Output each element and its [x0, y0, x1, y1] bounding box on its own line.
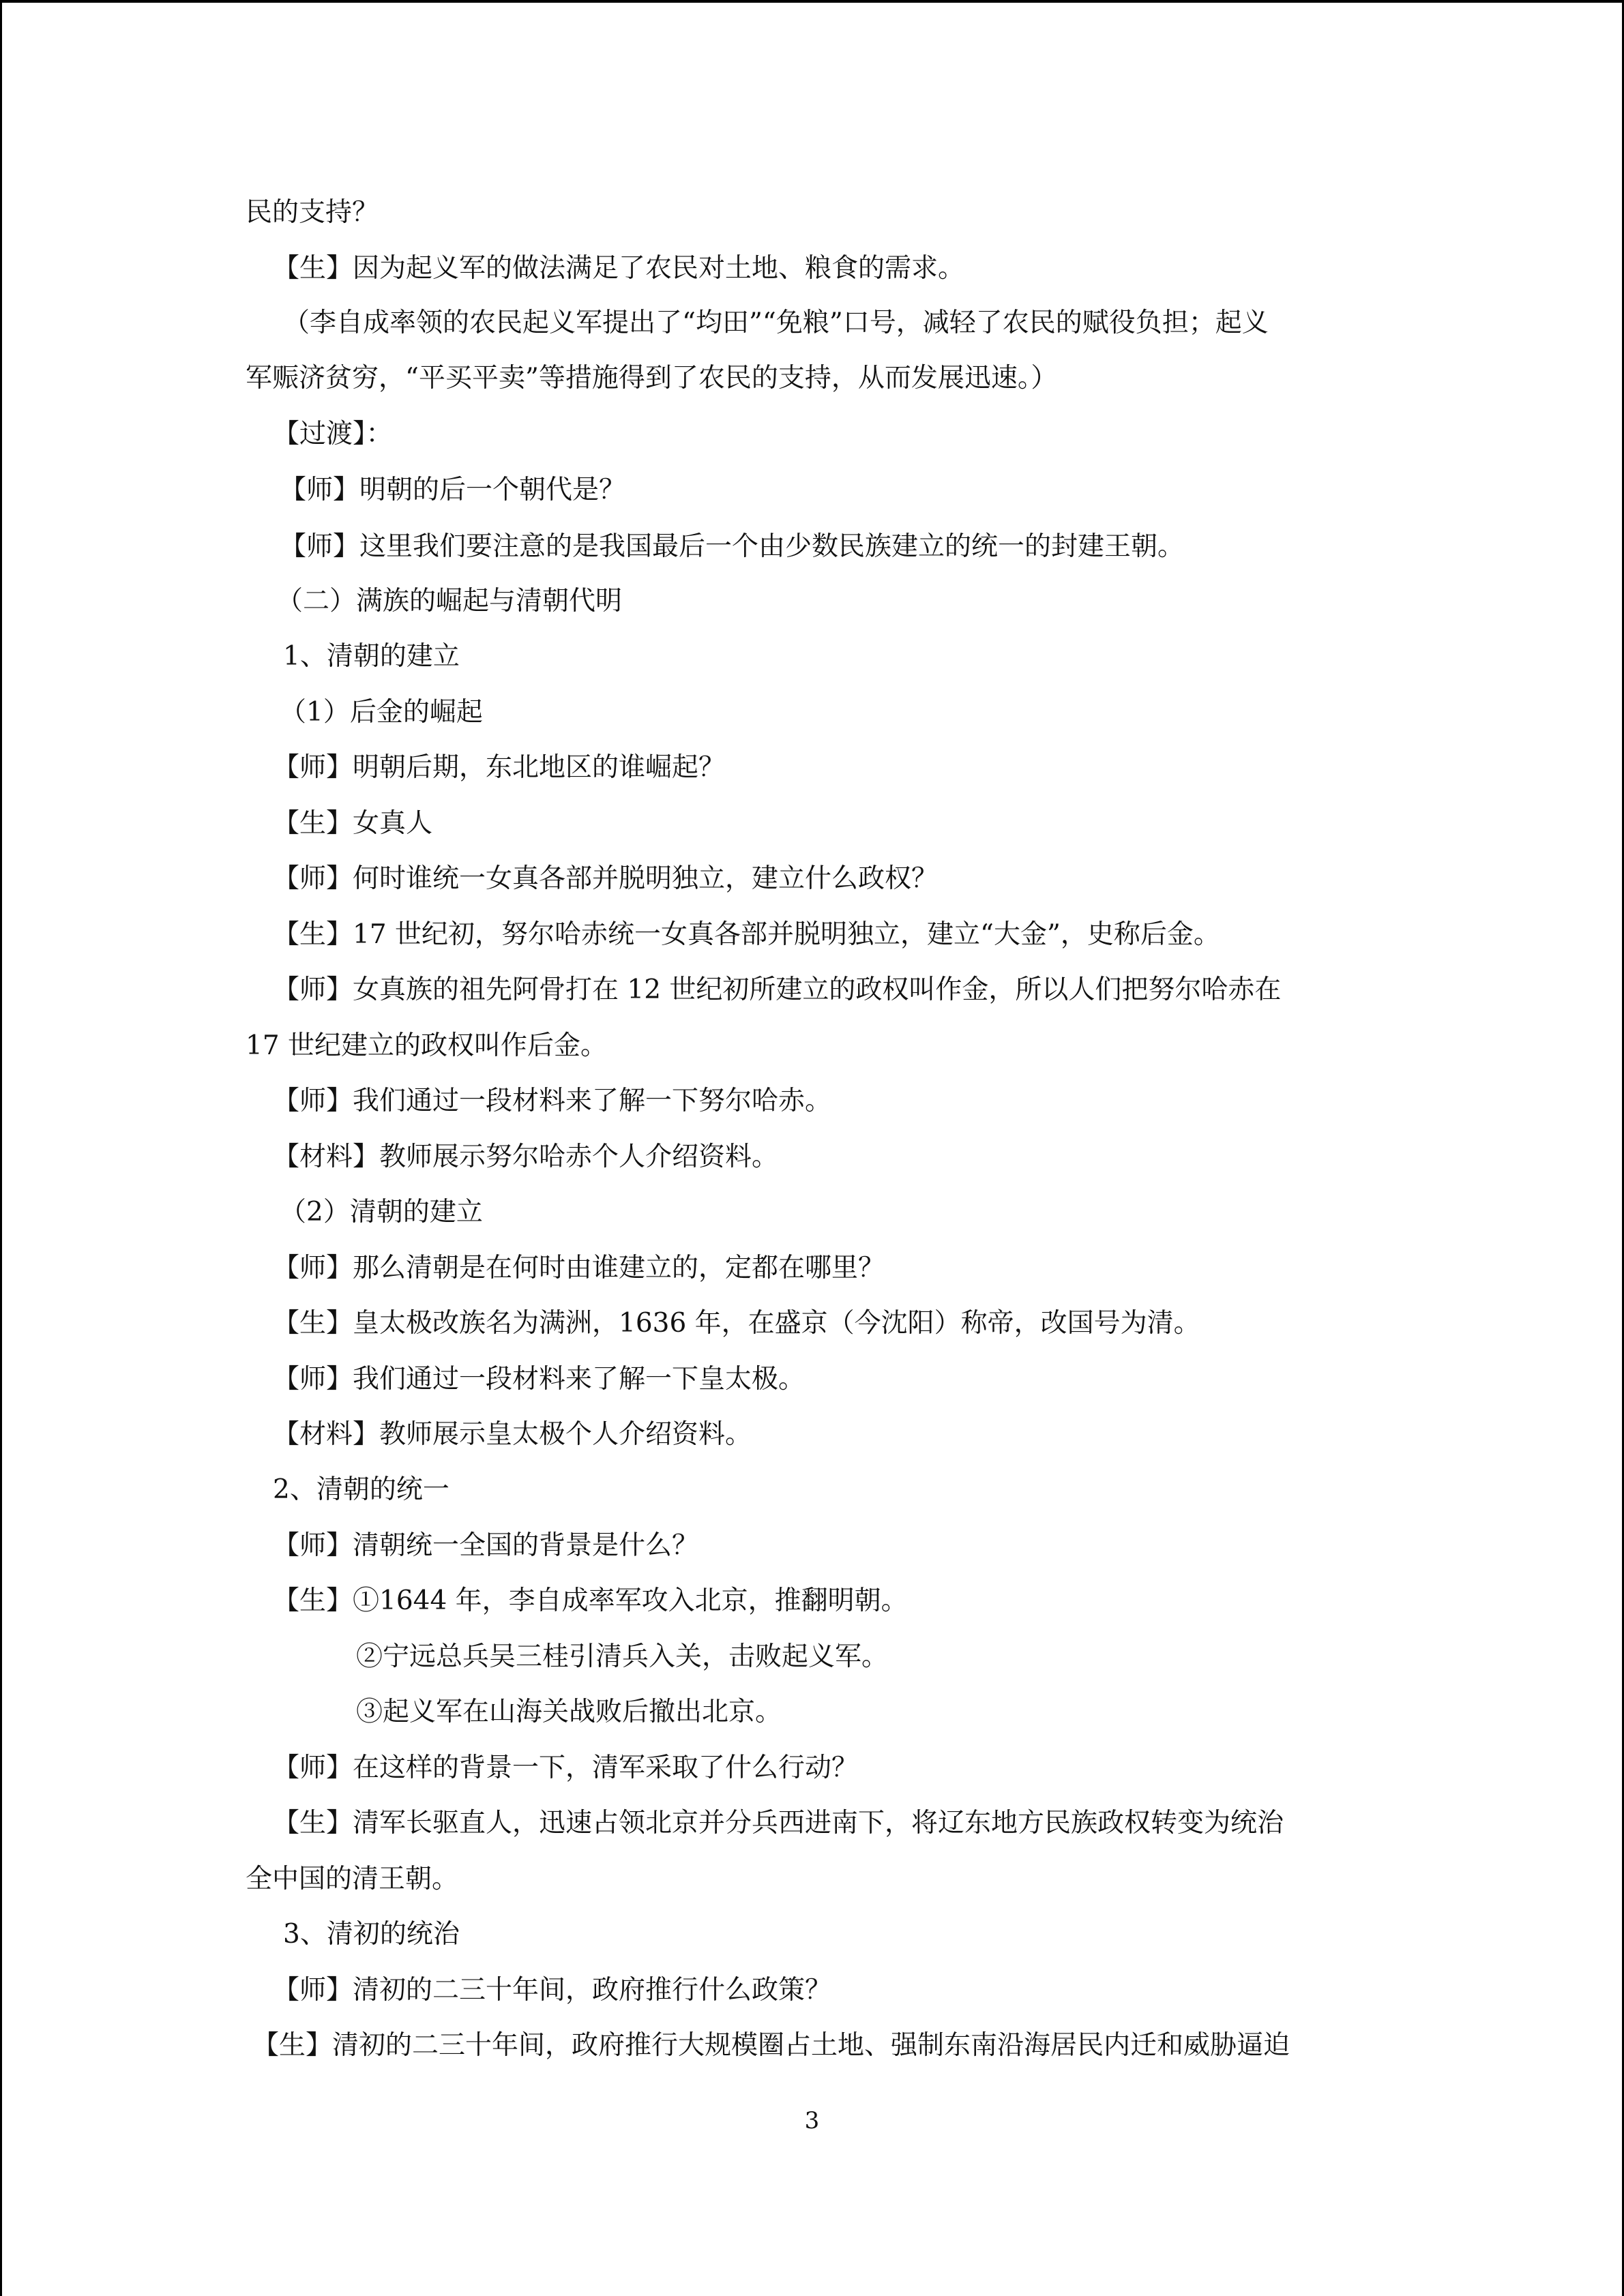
text-line: 军赈济贫穷，“平买平卖”等措施得到了农民的支持，从而发展迅速。）: [246, 363, 1058, 393]
text-line: ②宁远总兵吴三桂引清兵入关，击败起义军。: [356, 1641, 889, 1672]
text-line: 17 世纪建立的政权叫作后金。: [246, 1030, 608, 1061]
subsection-heading: （2）清朝的建立: [280, 1197, 483, 1227]
text-line: 【师】明朝的后一个朝代是？: [280, 475, 626, 505]
text-line: 【师】女真族的祖先阿骨打在 12 世纪初所建立的政权叫作金，所以人们把努尔哈赤在: [273, 974, 1282, 1005]
text-line: 民的支持？: [246, 197, 379, 228]
left-border-rule: [0, 0, 2, 2296]
text-line: 【师】何时谁统一女真各部并脱明独立，建立什么政权？: [273, 863, 939, 894]
text-line: 【师】我们通过一段材料来了解一下皇太极。: [273, 1364, 806, 1395]
text-line: 【师】在这样的背景一下，清军采取了什么行动？: [273, 1753, 859, 1783]
subsection-heading: （1）后金的崛起: [280, 697, 483, 728]
text-line: 【师】这里我们要注意的是我国最后一个由少数民族建立的统一的封建王朝。: [280, 531, 1185, 562]
section-heading: （二）满族的崛起与清朝代明: [276, 586, 623, 616]
text-line: 【生】因为起义军的做法满足了农民对土地、粮食的需求。: [273, 253, 965, 284]
text-line: 【生】皇太极改族名为满洲，1636 年，在盛京（今沈阳）称帝，改国号为清。: [273, 1308, 1200, 1339]
text-line: 【师】我们通过一段材料来了解一下努尔哈赤。: [273, 1086, 832, 1116]
text-line: 【师】那么清朝是在何时由谁建立的，定都在哪里？: [273, 1253, 885, 1283]
top-border-rule: [0, 0, 1624, 3]
text-line: 【生】女真人: [273, 808, 433, 839]
text-line: 【材料】教师展示皇太极个人介绍资料。: [273, 1419, 752, 1450]
text-line: 【过渡】：: [273, 419, 393, 449]
text-line: 【生】17 世纪初，努尔哈赤统一女真各部并脱明独立，建立“大金”，史称后金。: [273, 919, 1220, 950]
text-line: 【生】清初的二三十年间，政府推行大规模圈占土地、强制东南沿海居民内迁和威胁逼迫: [252, 2030, 1290, 2061]
text-line: （李自成率领的农民起义军提出了“均田”“免粮”口号，减轻了农民的赋役负担；起义: [283, 308, 1269, 338]
text-line: 【师】明朝后期，东北地区的谁崛起？: [273, 752, 726, 783]
text-line: 全中国的清王朝。: [246, 1864, 459, 1894]
subsection-heading: 3、清初的统治: [283, 1919, 460, 1950]
text-line: ③起义军在山海关战败后撤出北京。: [356, 1697, 782, 1727]
subsection-heading: 2、清朝的统一: [273, 1474, 449, 1505]
subsection-heading: 1、清朝的建立: [283, 641, 460, 672]
text-line: 【师】清初的二三十年间，政府推行什么政策？: [273, 1975, 832, 2006]
text-line: 【生】①1644 年，李自成率军攻入北京，推翻明朝。: [273, 1585, 908, 1616]
text-line: 【生】清军长驱直人，迅速占领北京并分兵西进南下，将辽东地方民族政权转变为统治: [273, 1808, 1284, 1838]
page-number: 3: [804, 2107, 820, 2134]
text-line: 【师】清朝统一全国的背景是什么？: [273, 1530, 699, 1561]
text-line: 【材料】教师展示努尔哈赤个人介绍资料。: [273, 1142, 779, 1172]
